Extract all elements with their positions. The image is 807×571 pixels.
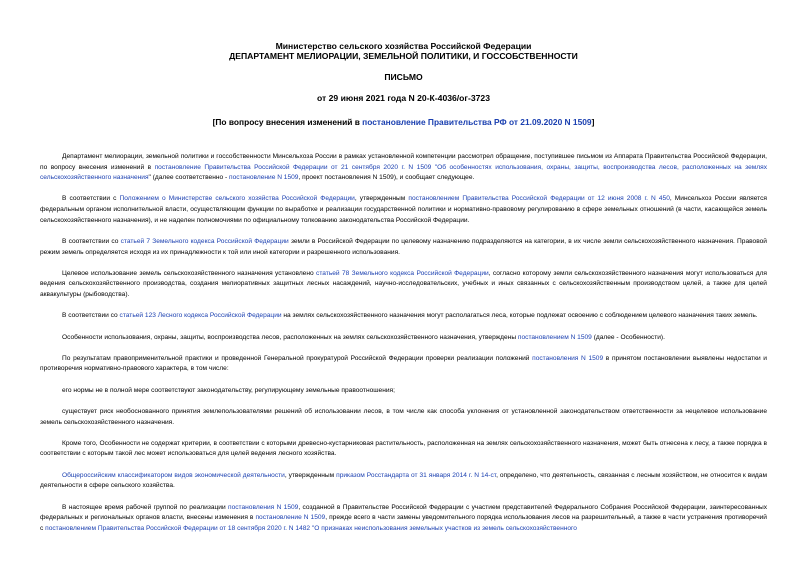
document-body xyxy=(40,152,767,545)
paragraph-3: В соответствии со статьей 7 Земельного кодекса Российской Федерации земли в Российской Федерации по целевому назначению подразделяются на категории, в их числе земли сельскохозяйственного назначения. Правовой режим земель определяется исходя из их принадлежности к той или иной категории и разрешенного использования. xyxy=(40,237,767,256)
document-date-number: от 29 июня 2021 года N 20-К-4036/ог-3723 xyxy=(317,93,490,103)
paragraph-8: его нормы не в полной мере соответствуют законодательству, регулирующему земельные правоотношения; xyxy=(62,386,395,394)
link-land-code-art-7[interactable]: статьей 7 Земельного кодекса Российской Федерации xyxy=(120,237,289,245)
link-resolution-1509[interactable]: постановления N 1509 xyxy=(228,503,299,511)
link-rosstandart-order[interactable]: приказом Росстандарта от 31 января 2014 г. N 14-ст xyxy=(336,471,497,479)
paragraph-1: Департамент мелиорации, земельной политики и госсобственности Минсельхоза России в рамках установленной компетенции рассмотрел обращение, поступившее письмом из Аппарата Правительства Российской Федерации, по вопросу внесения изменений в постановление Правительства Российской Федерации от 21 сентября 2020 г. N 1509 "Об особенностях использования, охраны, защиты, воспроизводства лесов, расположенных на землях сельскохозяйственного назначения" (далее соответственно - постановление N 1509, проект постановления N 1509), и сообщает следующее. xyxy=(40,153,768,182)
link-resolution-450[interactable]: постановлением Правительства Российской Федерации от 12 июня 2008 г. N 450 xyxy=(408,195,670,203)
paragraph-9: существует риск необоснованного принятия землепользователями решений об использовании лесов, в том числе как способа уклонения от установленной законодательством ответственности за нецелевое использование земель сельскохозяйственного назначения. xyxy=(40,408,767,426)
paragraph-10: Кроме того, Особенности не содержат критерии, в соответствии с которыми древесно-кустарниковая растительность, расположенная на землях сельскохозяйственного назначения, может быть отнесена к лесу, а также порядка в соответствии с которым такой лес может использоваться для целей ведения лесного хозяйства. xyxy=(40,439,767,458)
link-forest-code-art-123[interactable]: статьей 123 Лесного кодекса Российской Федерации xyxy=(119,312,282,320)
subject-suffix: ] xyxy=(591,117,595,127)
paragraph-5: В соответствии со статьей 123 Лесного кодекса Российской Федерации на землях сельскохозяйственного назначения могут располагаться леса, которые подлежат освоению с соблюдением целевого назначения таких земель. xyxy=(62,312,758,320)
paragraph-7: По результатам правоприменительной практики и проведенной Генеральной прокуратурой Российской Федерации проверки реализации положений постановления N 1509 в принятом постановлении выявлены недостатки и противоречия нормативно-правового характера, в том числе: xyxy=(40,354,767,373)
paragraph-6: Особенности использования, охраны, защиты, воспроизводства лесов, расположенных на землях сельскохозяйственного назначения, утверждены постановлением N 1509 (далее - Особенности). xyxy=(62,333,665,341)
ministry-name: Министерство сельского хозяйства Российской Федерации xyxy=(275,41,532,51)
link-resolution-1509-full[interactable]: постановление Правительства Российской Федерации от 21 сентября 2020 г. N 1509 "Об особенностях использования, охраны, защиты, воспроизводства лесов, расположенных на землях сельскохозяйственного назначения xyxy=(40,163,768,182)
link-resolution-1509[interactable]: постановлением N 1509 xyxy=(517,333,592,341)
link-land-code-art-78[interactable]: статьей 78 Земельного кодекса Российской Федерации xyxy=(316,269,489,277)
document-subject xyxy=(0,117,807,127)
link-resolution-1509[interactable]: постановление N 1509 xyxy=(229,174,299,182)
link-resolution-1509[interactable]: постановление N 1509 xyxy=(255,514,326,522)
paragraph-11: Общероссийским классификатором видов экономической деятельности, утвержденным приказом Росстандарта от 31 января 2014 г. N 14-ст, определено, что деятельность, связанная с лесным хозяйством, не относится к видам деятельности в сфере сельского хозяйства. xyxy=(40,471,767,490)
paragraph-12: В настоящее время рабочей группой по реализации постановления N 1509, созданной в Правительстве Российской Федерации с участием представителей Федерального Собрания Российской Федерации, заинтересованных федеральных и региональных органов власти, внесены изменения в постановление N 1509, прежде всего в части замены уведомительного порядка использования лесов на разрешительный, а также в части устранения противоречий с постановлением Правительства Российской Федерации от 18 сентября 2020 г. N 1482 "О признаках неиспользования земельных участков из земель сельскохозяйственного xyxy=(40,503,767,532)
link-ministry-regulation[interactable]: Положением о Министерстве сельского хозяйства Российской Федерации xyxy=(119,195,355,203)
subject-prefix: [По вопросу внесения изменений в xyxy=(212,117,363,127)
document-type: ПИСЬМО xyxy=(384,72,423,82)
paragraph-4: Целевое использование земель сельскохозяйственного назначения установлено статьей 78 Земельного кодекса Российской Федерации, согласно которому земли сельскохозяйственного назначения могут использоваться для ведения сельскохозяйственного производства, создания мелиоративных защитных лесных насаждений, научно-исследовательских, учебных и иных связанных с сельскохозяйственным производством целей, а также для целей аквакультуры (рыбоводства). xyxy=(40,269,767,298)
link-resolution-1509[interactable]: постановления N 1509 xyxy=(532,354,604,362)
link-resolution-1482[interactable]: постановлением Правительства Российской Федерации от 18 сентября 2020 г. N 1482 "О признаках неиспользования земельных участков из земель сельскохозяйственного xyxy=(45,524,577,532)
paragraph-2: В соответствии с Положением о Министерстве сельского хозяйства Российской Федерации, утвержденным постановлением Правительства Российской Федерации от 12 июня 2008 г. N 450, Минсельхоз России является федеральным органом исполнительной власти, осуществляющим функции по выработке и реализации государственной политики и нормативно-правовому регулированию в сфере земельных отношений (в части, касающейся земель сельскохозяйственного назначения), и не наделен полномочиями по официальному толкованию законодательства Российской Федерации. xyxy=(40,195,767,224)
link-okved-classifier[interactable]: Общероссийским классификатором видов экономической деятельности xyxy=(62,471,285,479)
subject-link[interactable]: постановление Правительства РФ от 21.09.2020 N 1509 xyxy=(362,117,592,127)
department-name: ДЕПАРТАМЕНТ МЕЛИОРАЦИИ, ЗЕМЕЛЬНОЙ ПОЛИТИКИ, И ГОССОБСТВЕННОСТИ xyxy=(229,51,578,61)
